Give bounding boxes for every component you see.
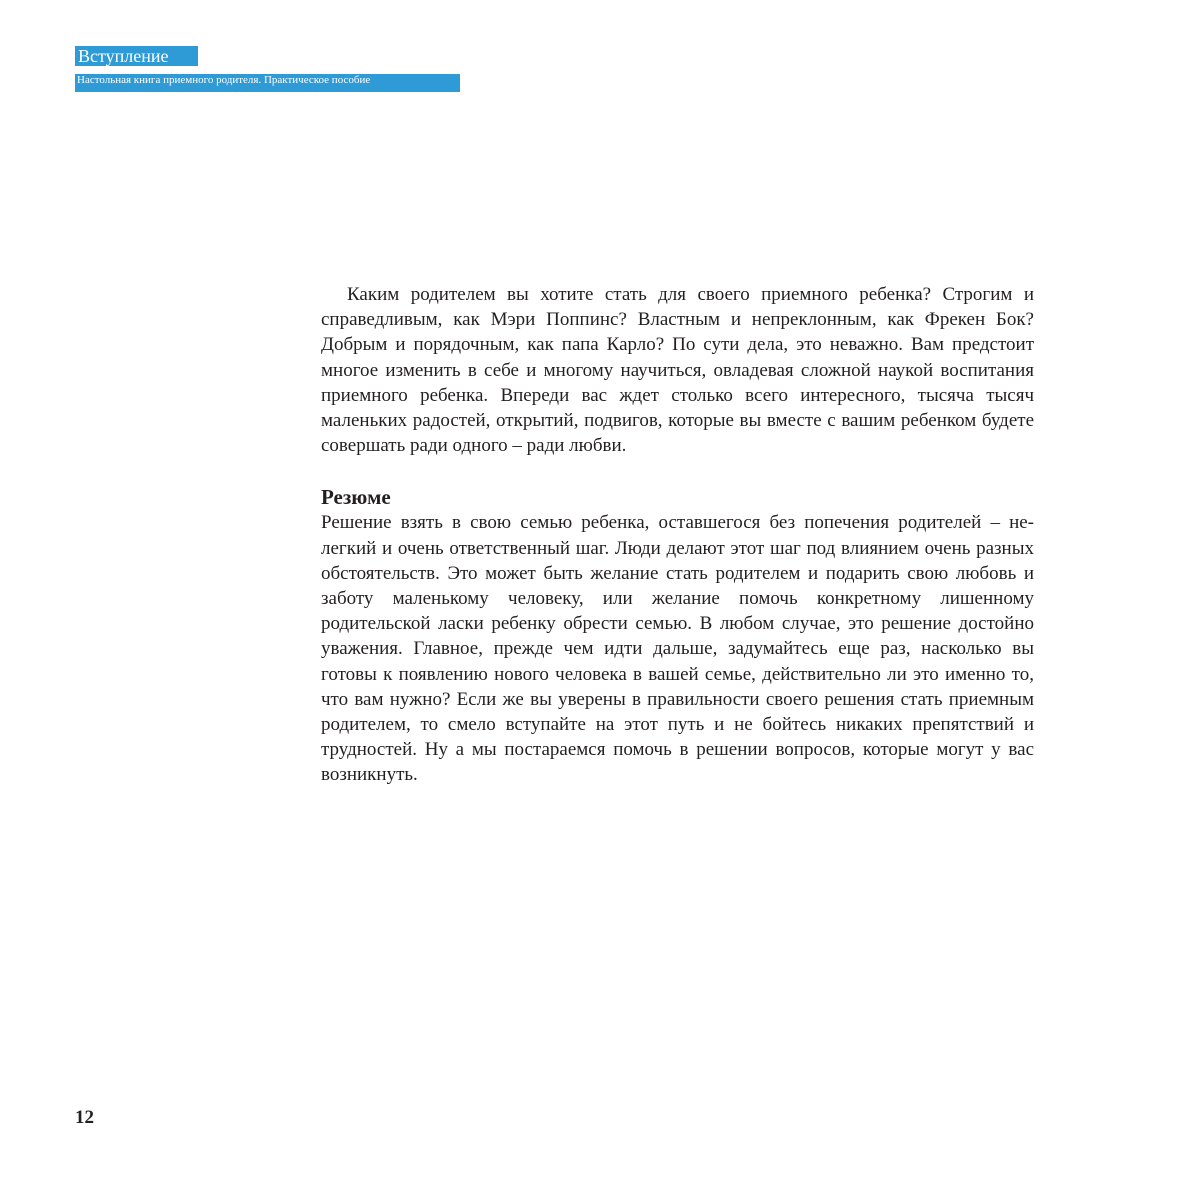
page-number: 12 xyxy=(75,1107,94,1128)
resume-heading: Резюме xyxy=(321,485,391,510)
resume-paragraph: Решение взять в свою семью ребенка, оставшегося без попечения родителей – нелегкий и очень ответственный шаг. Люди делают этот шаг под влиянием очень разных обстоятельств. Это может быть желание стать родителем и подарить свою любовь и заботу маленькому человеку, или желание помочь конкретному лишенному родительской ласки ребенку обрести семью. В любом случае, это решение достойно уважения. Главное, прежде чем идти дальше, задумайтесь еще раз, насколько вы готовы к появлению нового человека в вашей семье, действительно ли это именно то, что вам нужно? Если же вы уверены в правильности своего решения стать приемным родителем, то смело вступайте на этот путь и не бойтесь никаких препятствий и трудностей. Ну а мы постараемся помочь в решении вопросов, которые могут у вас возникнуть. xyxy=(321,512,1034,786)
section-title-tab: Вступление xyxy=(75,46,198,66)
main-content xyxy=(321,282,1034,788)
intro-paragraph: Каким родителем вы хотите стать для своего приемного ребенка? Строгим и справедливым, как Мэри Поппинс? Властным и непреклонным, как Фрекен Бок? Добрым и порядочным, как папа Карло? По сути дела, это неважно. Вам предстоит многое изменить в себе и многому научиться, овладевая сложной наукой воспитания приемного ребенка. Впереди вас ждет столько всего интересного, тысяча тысяч маленьких радостей, открытий, подвигов, которые вы вместе с вашим ребенком будете совершать ради одного – ради любви. xyxy=(321,284,1034,457)
book-title-bar: Настольная книга приемного родителя. Практическое пособие xyxy=(75,74,460,92)
